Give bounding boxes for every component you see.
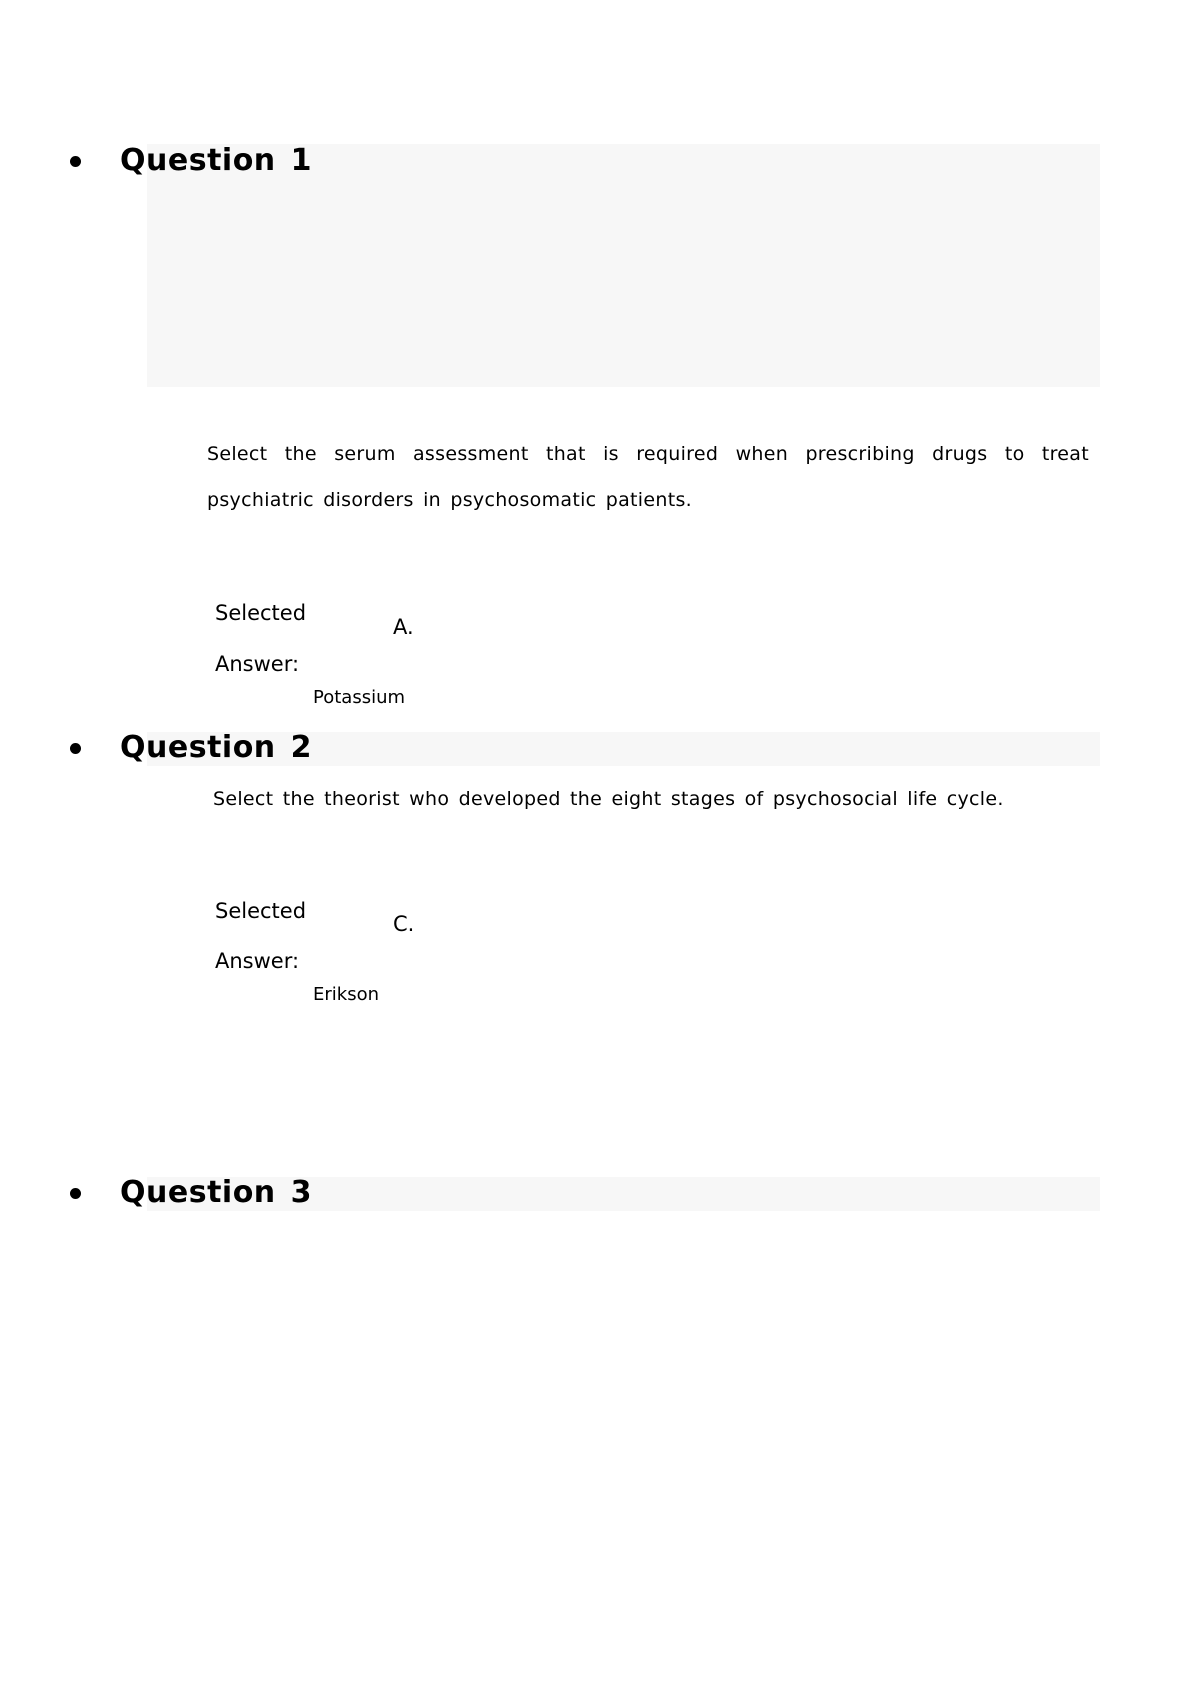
question-2-title: Question 2 [120,730,312,765]
selected-answer-text: Potassium [313,687,406,708]
selected-answer-label-line-1: Selected [215,899,307,923]
bullet-icon [70,156,81,167]
selected-answer-label-line-2: Answer: [215,949,300,973]
question-2-prompt: Select the theorist who developed the eight stages of psychosocial life cycle. [213,788,1004,810]
selected-answer-label-line-1: Selected [215,601,307,625]
selected-answer-text: Erikson [313,984,379,1005]
question-1-header-shade [147,144,1100,387]
selected-answer-letter: C. [393,912,415,936]
selected-answer-letter: A. [393,615,414,639]
question-1-prompt: Select the serum assessment that is required when prescribing drugs to treat psychiatric disorders in psychosomatic patients. [207,443,1089,511]
bullet-icon [70,1188,81,1199]
bullet-icon [70,743,81,754]
selected-answer-label-line-2: Answer: [215,652,300,676]
question-1-title: Question 1 [120,143,312,178]
question-3-title: Question 3 [120,1175,312,1210]
